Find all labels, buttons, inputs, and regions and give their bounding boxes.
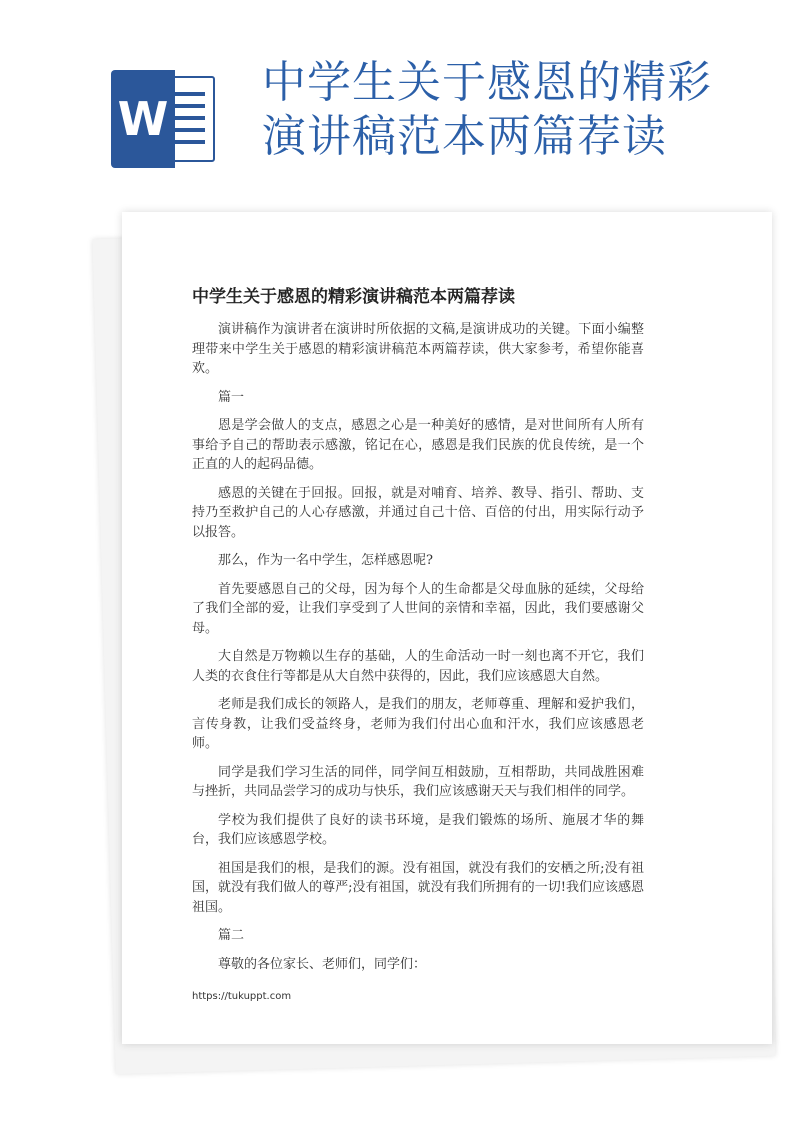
word-document-icon [111, 70, 215, 168]
paragraph: 恩是学会做人的支点，感恩之心是一种美好的感情，是对世间所有人所有事给予自己的帮助表示感激，铭记在心，感恩是我们民族的优良传统，是一个正直的人的起码品德。 [192, 418, 644, 472]
document-body [192, 320, 644, 983]
header-banner [0, 0, 800, 210]
paragraph: 学校为我们提供了良好的读书环境，是我们锻炼的场所、施展才华的舞台，我们应该感恩学校。 [192, 812, 644, 847]
paragraph: 老师是我们成长的领路人，是我们的朋友，老师尊重、理解和爱护我们，言传身教，让我们受益终身，老师为我们付出心血和汗水，我们应该感恩老师。 [192, 697, 644, 751]
paragraph: 大自然是万物赖以生存的基础，人的生命活动一时一刻也离不开它，我们人类的衣食住行等都是从大自然中获得的，因此，我们应该感恩大自然。 [192, 649, 644, 684]
paragraph: 感恩的关键在于回报。回报，就是对哺育、培养、教导、指引、帮助、支持乃至救护自己的人心存感激，并通过自己十倍、百倍的付出，用实际行动予以报答。 [192, 485, 644, 540]
document-title: 中学生关于感恩的精彩演讲稿范本两篇荐读 [192, 287, 515, 307]
paragraph: 首先要感恩自己的父母，因为每个人的生命都是父母血脉的延续，父母给了我们全部的爱，让我们享受到了人世间的亲情和幸福，因此，我们要感谢父母。 [192, 581, 644, 636]
word-icon-letter: W [111, 70, 175, 168]
paragraph: 祖国是我们的根，是我们的源。没有祖国，就没有我们的安栖之所;没有祖国，就没有我们做人的尊严;没有祖国，就没有我们所拥有的一切!我们应该感恩祖国。 [192, 860, 644, 915]
banner-title-line2: 演讲稿范本两篇荐读 [262, 111, 667, 162]
section-heading-1: 篇一 [218, 389, 245, 405]
paragraph: 同学是我们学习生活的同伴，同学间互相鼓励，互相帮助，共同战胜困难与挫折，共同品尝学习的成功与快乐，我们应该感谢天天与我们相伴的同学。 [192, 764, 644, 799]
paragraph-intro: 演讲稿作为演讲者在演讲时所依据的文稿,是演讲成功的关键。下面小编整理带来中学生关于感恩的精彩演讲稿范本两篇荐读，供大家参考，希望你能喜欢。 [192, 322, 644, 376]
banner-title [262, 56, 782, 164]
section-heading-2: 篇二 [218, 928, 245, 943]
document-page [122, 212, 772, 1044]
paragraph: 那么，作为一名中学生，怎样感恩呢? [218, 553, 433, 568]
paragraph-salutation: 尊敬的各位家长、老师们，同学们： [218, 956, 427, 972]
banner-title-line1: 中学生关于感恩的精彩 [262, 57, 712, 108]
footer-url[interactable]: https://tukuppt.com [192, 991, 292, 1002]
